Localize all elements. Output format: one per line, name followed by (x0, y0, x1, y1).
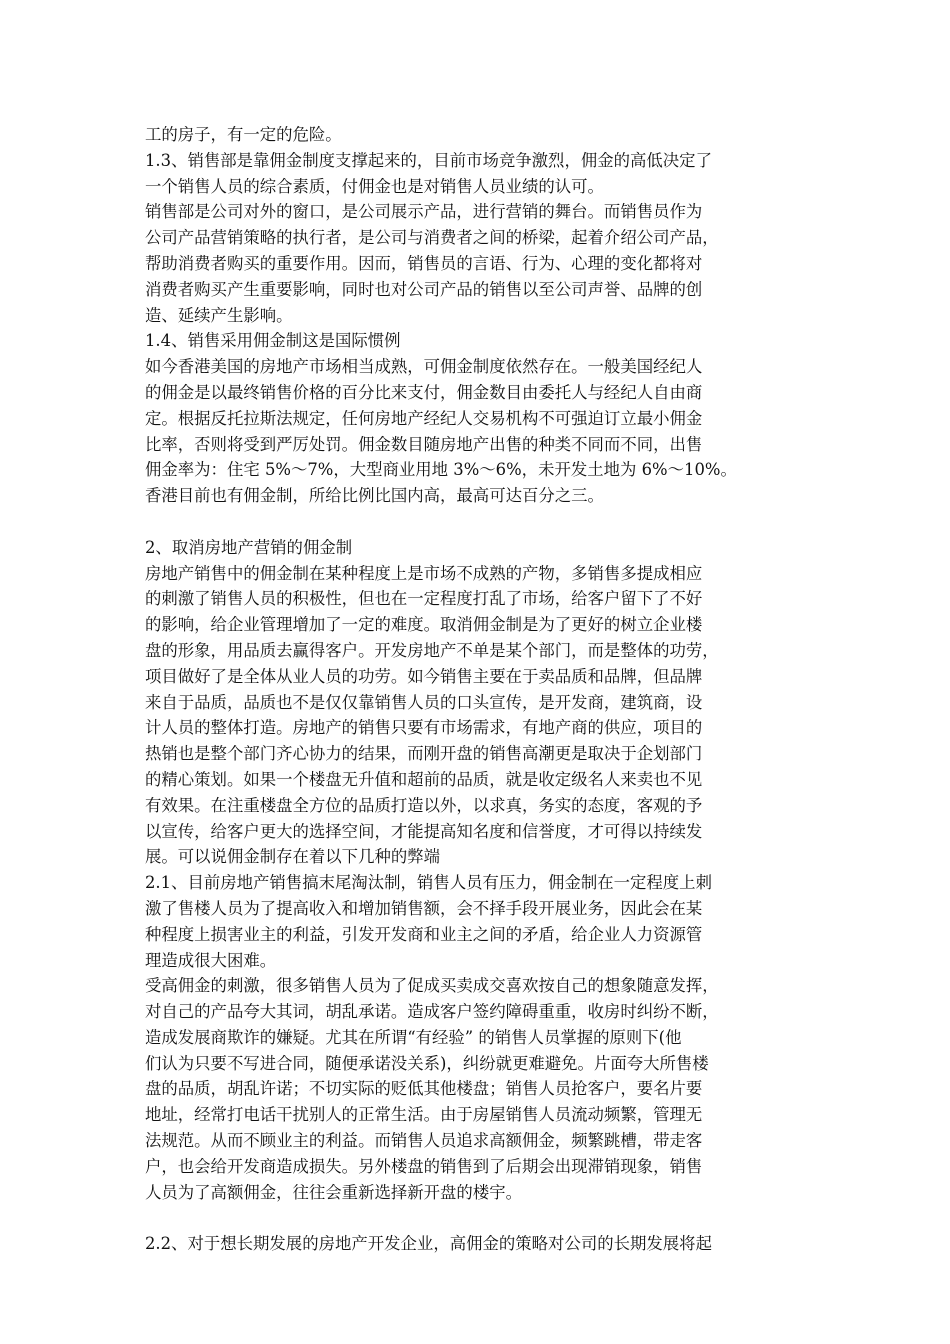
text-line: 地址，经常打电话干扰别人的正常生活。由于房屋销售人员流动频繁，管理无 (145, 1105, 703, 1125)
text-line: 热销也是整个部门齐心协力的结果，而刚开盘的销售高潮更是取决于企划部门 (145, 744, 703, 764)
section-heading: 1.4、销售采用佣金制这是国际惯例 (145, 331, 401, 351)
text-line: 公司产品营销策略的执行者，是公司与消费者之间的桥梁，起着介绍公司产品， (145, 228, 719, 248)
document-body (145, 122, 810, 1257)
text-line: 的影响，给企业管理增加了一定的难度。取消佣金制是为了更好的树立企业楼 (145, 615, 703, 635)
text-line: 消费者购买产生重要影响，同时也对公司产品的销售以至公司声誉、品牌的创 (145, 279, 703, 299)
text-line: 如今香港美国的房地产市场相当成熟，可佣金制度依然存在。一般美国经纪人 (145, 357, 703, 377)
text-line: 房地产销售中的佣金制在某种程度上是市场不成熟的产物，多销售多提成相应 (145, 563, 703, 583)
text-line: 理造成很大困难。 (145, 950, 277, 970)
blank-line (145, 1205, 810, 1231)
text-line: 项目做好了是全体从业人员的功劳。如今销售主要在于卖品质和品牌，但品牌 (145, 666, 703, 686)
text-line: 激了售楼人员为了提高收入和增加销售额，会不择手段开展业务，因此会在某 (145, 898, 703, 918)
text-line: 销售部是公司对外的窗口，是公司展示产品，进行营销的舞台。而销售员作为 (145, 202, 703, 222)
text-line: 帮助消费者购买的重要作用。因而，销售员的言语、行为、心理的变化都将对 (145, 253, 703, 273)
text-line: 定。根据反托拉斯法规定，任何房地产经纪人交易机构不可强迫订立最小佣金 (145, 408, 703, 428)
blank-line (145, 509, 810, 535)
text-line: 有效果。在注重楼盘全方位的品质打造以外，以求真，务实的态度，客观的予 (145, 795, 703, 815)
text-line: 一个销售人员的综合素质，付佣金也是对销售人员业绩的认可。 (145, 176, 604, 196)
section-heading: 2.2、对于想长期发展的房地产开发企业，高佣金的策略对公司的长期发展将起 (145, 1234, 712, 1254)
text-line: 法规范。从而不顾业主的利益。而销售人员追求高额佣金，频繁跳槽，带走客 (145, 1131, 703, 1151)
text-line: 工的房子，有一定的危险。 (145, 125, 342, 144)
text-line: 计人员的整体打造。房地产的销售只要有市场需求，有地产商的供应，项目的 (145, 718, 703, 738)
text-line: 造成发展商欺诈的嫌疑。尤其在所谓“有经验” 的销售人员掌握的原则下(他 (145, 1027, 682, 1047)
text-line: 盘的品质，胡乱许诺；不切实际的贬低其他楼盘；销售人员抢客户，要名片要 (145, 1079, 703, 1099)
text-line: 的佣金是以最终销售价格的百分比来支付，佣金数目由委托人与经纪人自由商 (145, 382, 703, 402)
text-line: 佣金率为：住宅 5%～7%，大型商业用地 3%～6%，未开发土地为 6%～10%。 (145, 460, 737, 480)
text-line: 们认为只要不写进合同，随便承诺没关系)，纠纷就更难避免。片面夸大所售楼 (145, 1053, 709, 1073)
text-line: 受高佣金的刺激，很多销售人员为了促成买卖成交喜欢按自己的想象随意发挥， (145, 976, 719, 996)
text-line: 人员为了高额佣金，往往会重新选择新开盘的楼宇。 (145, 1182, 522, 1202)
text-line: 香港目前也有佣金制，所给比例比国内高，最高可达百分之三。 (145, 486, 604, 506)
section-heading: 2、取消房地产营销的佣金制 (145, 537, 353, 557)
text-line: 以宣传，给客户更大的选择空间，才能提高知名度和信誉度，才可得以持续发 (145, 821, 703, 841)
text-line: 盘的形象，用品质去赢得客户。开发房地产不单是某个部门，而是整体的功劳， (145, 640, 719, 660)
text-line: 的刺激了销售人员的积极性，但也在一定程度打乱了市场，给客户留下了不好 (145, 589, 703, 609)
text-line: 种程度上损害业主的利益，引发开发商和业主之间的矛盾，给企业人力资源管 (145, 924, 703, 944)
text-line: 户，也会给开发商造成损失。另外楼盘的销售到了后期会出现滞销现象，销售 (145, 1156, 703, 1176)
text-line: 对自己的产品夸大其词，胡乱承诺。造成客户签约障碍重重，收房时纠纷不断， (145, 1002, 719, 1022)
section-heading: 2.1、目前房地产销售搞末尾淘汰制，销售人员有压力，佣金制在一定程度上刺 (145, 873, 712, 893)
text-line: 来自于品质，品质也不是仅仅靠销售人员的口头宣传，是开发商，建筑商，设 (145, 692, 703, 712)
text-line: 展。可以说佣金制存在着以下几种的弊端 (145, 847, 441, 867)
text-line: 1.3、销售部是靠佣金制度支撑起来的，目前市场竞争激烈，佣金的高低决定了 (145, 150, 712, 170)
text-line: 造、延续产生影响。 (145, 305, 293, 325)
text-line: 比率，否则将受到严厉处罚。佣金数目随房地产出售的种类不同而不同，出售 (145, 434, 703, 454)
text-line: 的精心策划。如果一个楼盘无升值和超前的品质，就是收定级名人来卖也不见 (145, 769, 703, 789)
